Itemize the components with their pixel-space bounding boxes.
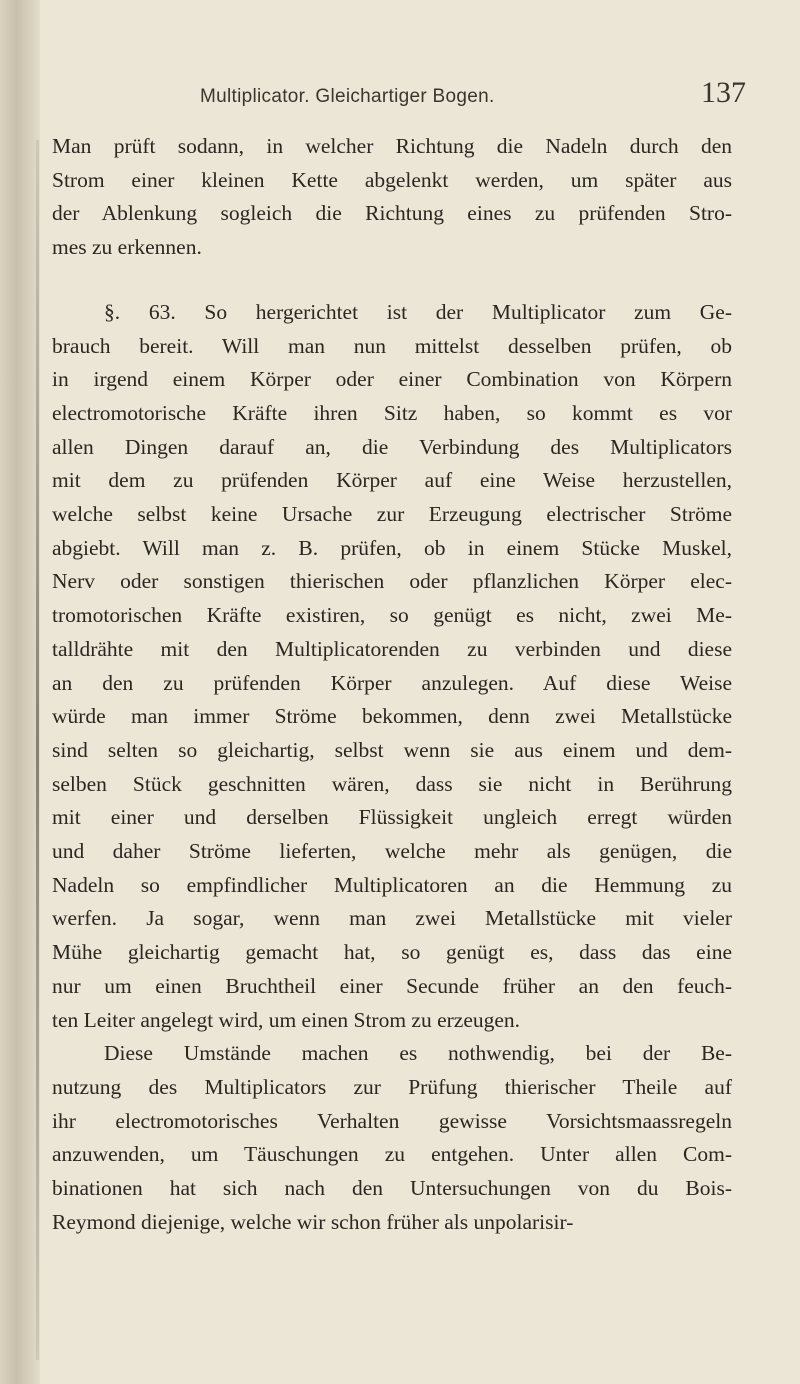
page-number: 137	[701, 76, 746, 109]
paragraph-1	[52, 130, 732, 265]
text-line: in irgend einem Körper oder einer Combination von Körpern	[52, 367, 732, 392]
text-line: mit dem zu prüfenden Körper auf eine Weise herzustellen,	[52, 468, 732, 493]
text-line: an den zu prüfenden Körper anzulegen. Auf diese Weise	[52, 670, 732, 695]
book-gutter	[0, 0, 40, 1384]
text-line: würde man immer Ströme bekommen, denn zwei Metallstücke	[52, 704, 732, 729]
text-line: mit einer und derselben Flüssigkeit ungleich erregt würden	[52, 805, 732, 830]
text-line: allen Dingen darauf an, die Verbindung des Multiplicators	[52, 434, 732, 459]
text-line: mes zu erkennen.	[52, 235, 202, 260]
running-head: Multiplicator. Gleichartiger Bogen.	[200, 86, 495, 107]
text-line: Mühe gleichartig gemacht hat, so genügt es, dass das eine	[52, 940, 732, 965]
text-line: ihr electromotorisches Verhalten gewisse Vorsichtsmaassregeln	[52, 1108, 732, 1133]
page-header	[200, 76, 770, 116]
text-line: und daher Ströme lieferten, welche mehr als genügen, die	[52, 839, 732, 864]
text-line: nur um einen Bruchtheil einer Secunde früher an den feuch-	[52, 973, 732, 998]
text-line: welche selbst keine Ursache zur Erzeugung electrischer Ströme	[52, 502, 732, 527]
text-line: tromotorischen Kräfte existiren, so genügt es nicht, zwei Me-	[52, 603, 732, 628]
text-line: Nadeln so empfindlicher Multiplicatoren an die Hemmung zu	[52, 872, 732, 897]
text-line: abgiebt. Will man z. B. prüfen, ob in einem Stücke Muskel,	[52, 535, 732, 560]
text-line: sind selten so gleichartig, selbst wenn sie aus einem und dem-	[52, 737, 732, 762]
text-line: der Ablenkung sogleich die Richtung eines zu prüfenden Stro-	[52, 201, 732, 226]
text-line: binationen hat sich nach den Untersuchungen von du Bois-	[52, 1176, 732, 1201]
paragraph-gap	[52, 265, 732, 296]
text-line: §. 63. So hergerichtet ist der Multiplicator zum Ge-	[104, 299, 732, 324]
text-line: Nerv oder sonstigen thierischen oder pflanzlichen Körper elec-	[52, 569, 732, 594]
paragraph-2	[52, 296, 732, 1037]
text-line: nutzung des Multiplicators zur Prüfung thierischer Theile auf	[52, 1074, 732, 1099]
binding-shadow	[36, 140, 39, 1360]
text-line: werfen. Ja sogar, wenn man zwei Metallstücke mit vieler	[52, 906, 732, 931]
book-page	[52, 0, 772, 1384]
text-line: Man prüft sodann, in welcher Richtung die Nadeln durch den	[52, 134, 732, 158]
text-line: selben Stück geschnitten wären, dass sie nicht in Berührung	[52, 771, 732, 796]
text-line: anzuwenden, um Täuschungen zu entgehen. Unter allen Com-	[52, 1142, 732, 1167]
text-line: ten Leiter angelegt wird, um einen Strom zu erzeugen.	[52, 1007, 521, 1032]
text-line: Strom einer kleinen Kette abgelenkt werden, um später aus	[52, 167, 732, 192]
text-line: talldrähte mit den Multiplicatorenden zu verbinden und diese	[52, 636, 732, 661]
text-line: Reymond diejenige, welche wir schon früher als unpolarisir-	[52, 1209, 574, 1234]
text-line: Diese Umstände machen es nothwendig, bei der Be-	[104, 1041, 732, 1066]
body-text	[52, 130, 732, 1240]
text-line: electromotorische Kräfte ihren Sitz haben, so kommt es vor	[52, 400, 732, 425]
paragraph-3	[52, 1037, 732, 1239]
text-line: brauch bereit. Will man nun mittelst desselben prüfen, ob	[52, 333, 732, 358]
